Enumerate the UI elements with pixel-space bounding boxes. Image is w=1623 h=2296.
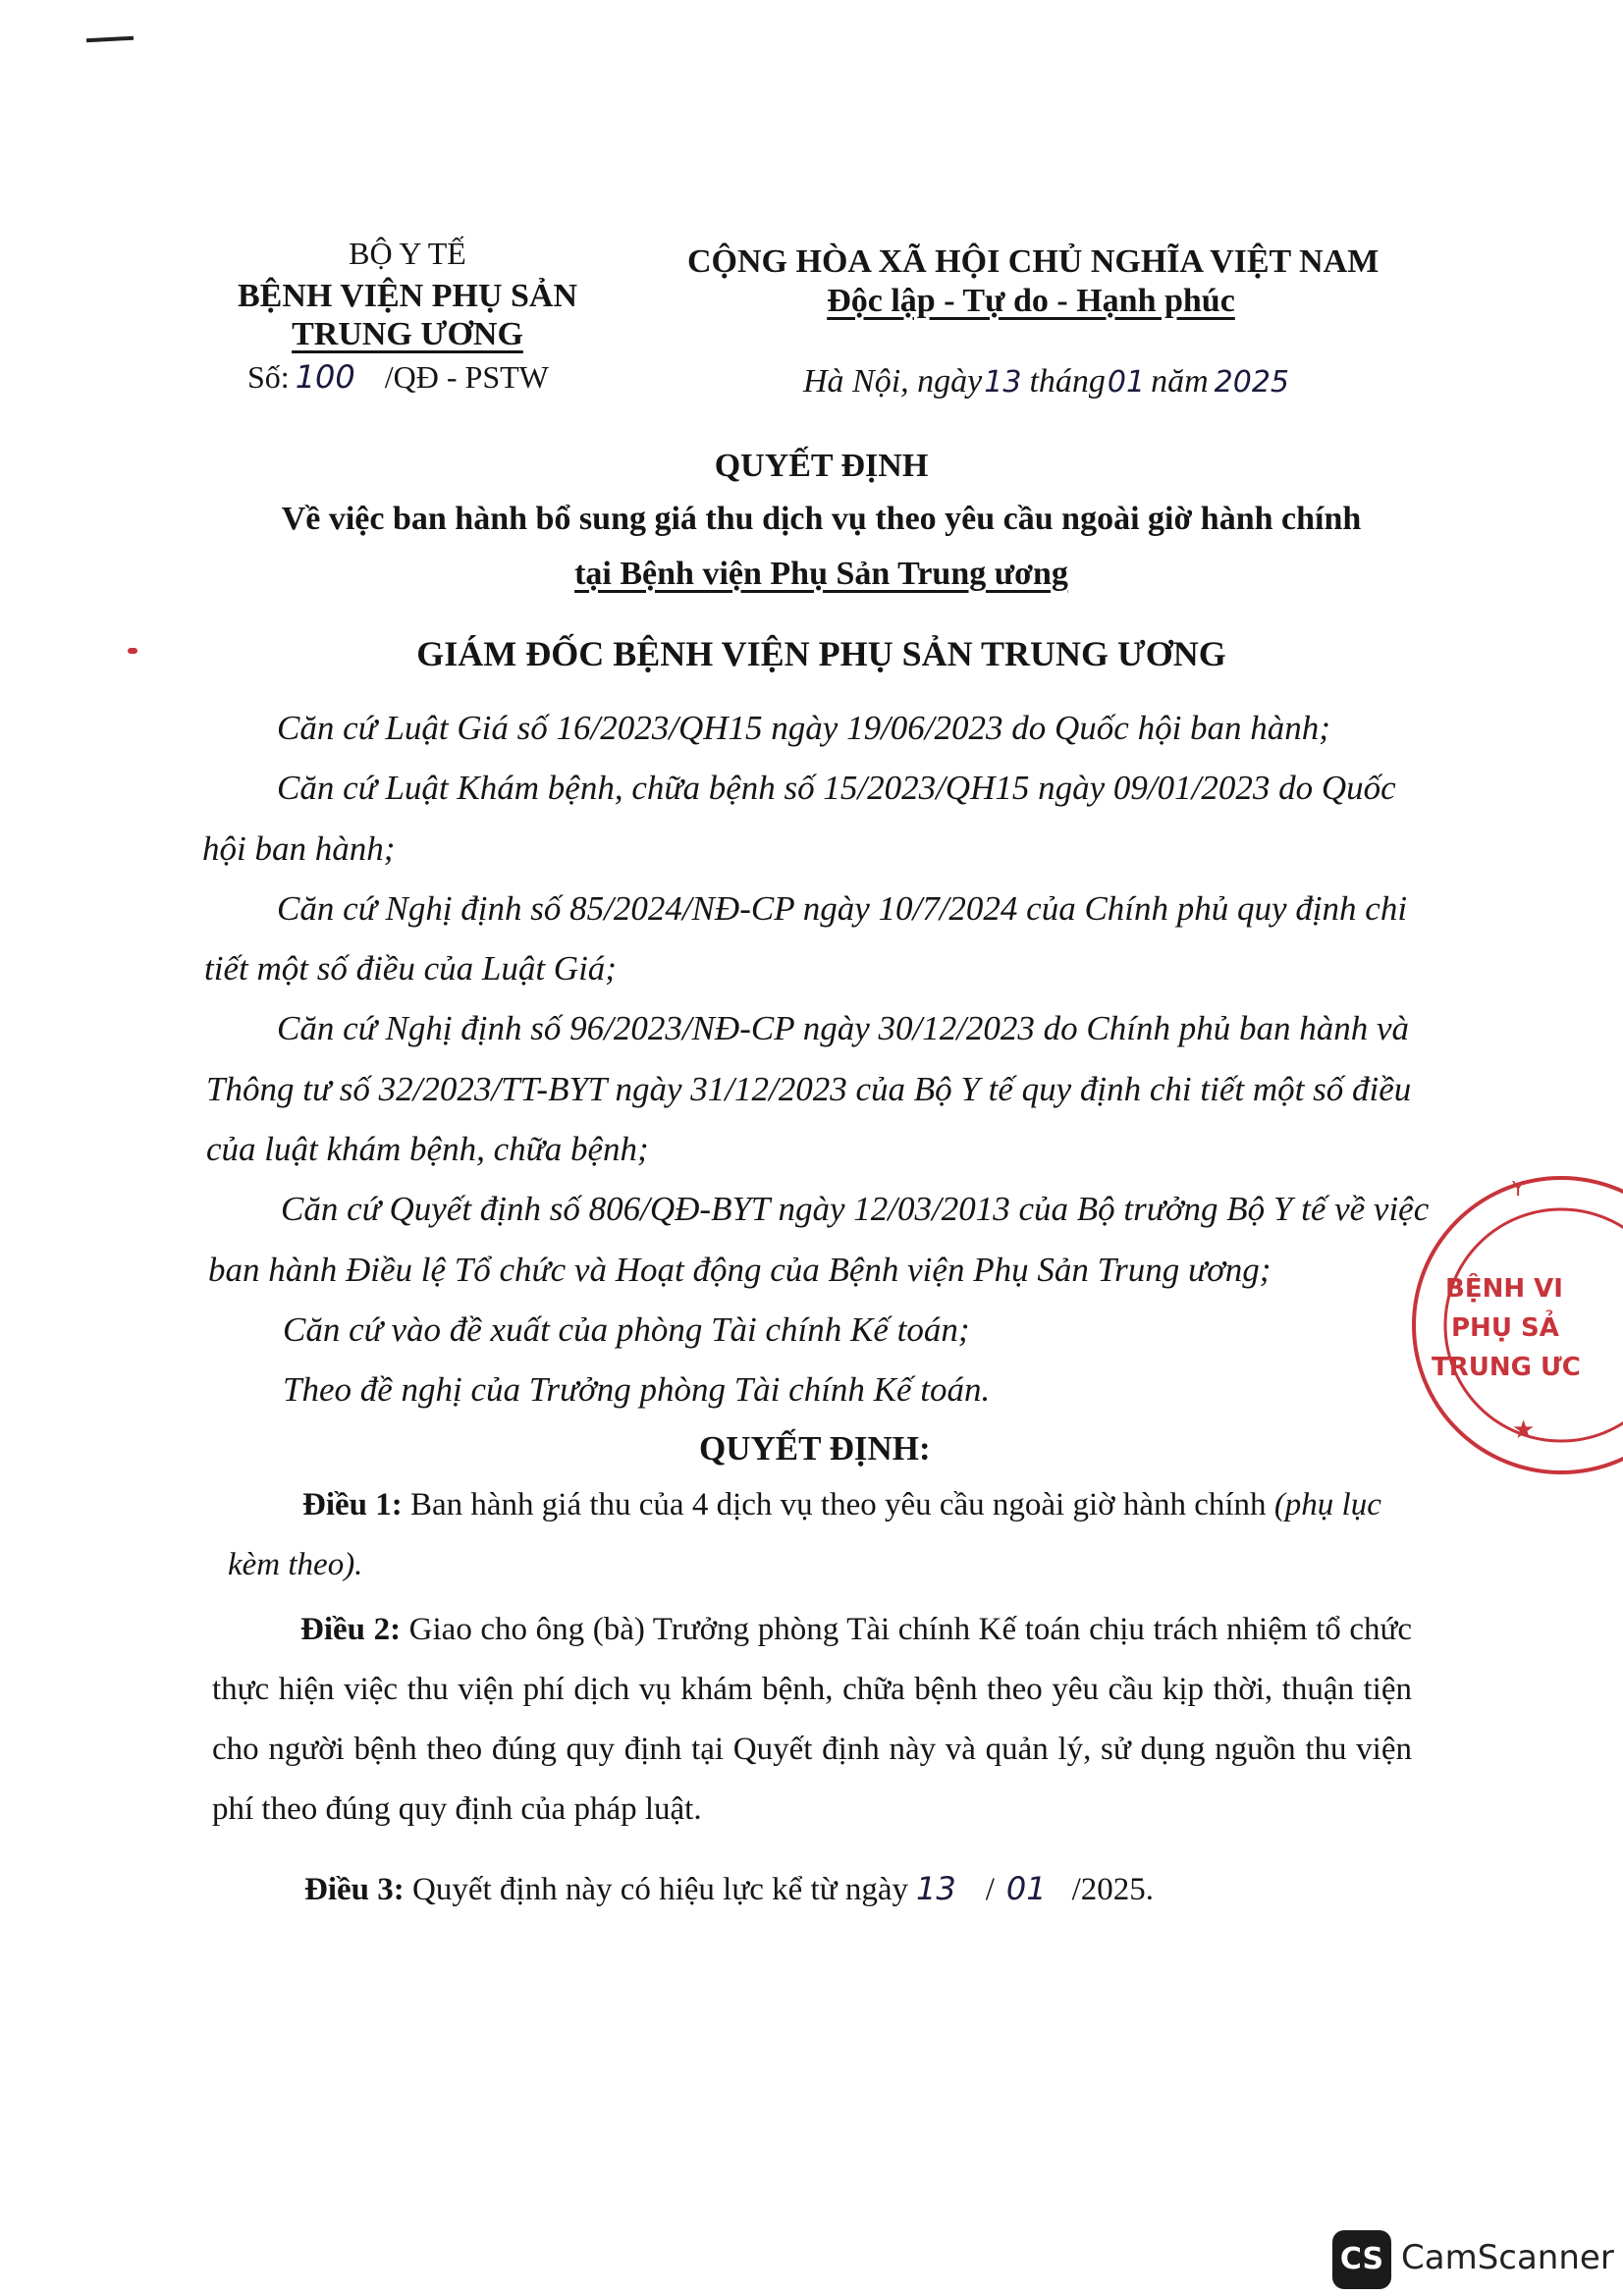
article-3-day: 13: [915, 1870, 956, 1907]
date-day: 13: [984, 365, 1022, 400]
article-2-text: Giao cho ông (bà) Trưởng phòng Tài chính Kế toán chịu trách nhiệm tổ chức thực hiện việc thu viện phí dịch vụ khám bệnh, chữa bệnh theo yêu cầu kịp thời, thuận tiện cho người bệnh theo đúng quy định tại Quyết định này và quản lý, sử dụng nguồn thu viện phí theo đúng quy định của pháp luật.: [212, 1612, 1413, 1827]
article-3-month: 01: [1005, 1870, 1047, 1907]
number-suffix: /QĐ - PSTW: [384, 359, 549, 395]
basis-line: Căn cứ Luật Giá số 16/2023/QH15 ngày 19/06/2023 do Quốc hội ban hành;: [277, 709, 1330, 747]
number-prefix: Số:: [247, 359, 290, 395]
basis-line: ban hành Điều lệ Tổ chức và Hoạt động của Bệnh viện Phụ Sản Trung ương;: [208, 1251, 1271, 1289]
article-1: [302, 1487, 1381, 1523]
article-2-label: Điều 2:: [300, 1612, 402, 1647]
basis-line: Căn cứ Quyết định số 806/QĐ-BYT ngày 12/03/2013 của Bộ trưởng Bộ Y tế về việc: [281, 1190, 1430, 1228]
document-title: QUYẾT ĐỊNH: [714, 448, 929, 484]
hospital-name-line1: BỆNH VIỆN PHỤ SẢN: [237, 278, 578, 314]
article-3-text: Quyết định này có hiệu lực kể từ ngày: [412, 1872, 908, 1907]
svg-text:Y: Y: [1512, 1177, 1525, 1201]
issuing-authority: GIÁM ĐỐC BỆNH VIỆN PHỤ SẢN TRUNG ƯƠNG: [416, 634, 1226, 673]
basis-line: Căn cứ Luật Khám bệnh, chữa bệnh số 15/2023/QH15 ngày 09/01/2023 do Quốc: [277, 769, 1396, 807]
decision-heading: QUYẾT ĐỊNH:: [699, 1429, 931, 1468]
article-1-note-start: (phụ lục: [1273, 1487, 1381, 1522]
country-name: CỘNG HÒA XÃ HỘI CHỦ NGHĨA VIỆT NAM: [687, 243, 1380, 280]
basis-line: hội ban hành;: [202, 829, 396, 868]
official-seal: [1375, 1168, 1623, 1482]
article-3-year: /2025.: [1071, 1872, 1155, 1907]
article-2: [212, 1600, 1412, 1840]
subject-line1: Về việc ban hành bổ sung giá thu dịch vụ theo yêu cầu ngoài giờ hành chính: [281, 501, 1362, 537]
article-3: [304, 1870, 1154, 1908]
seal-text-line1: BỆNH VI: [1445, 1274, 1563, 1304]
date-year-label: năm: [1151, 363, 1209, 400]
date-month: 01: [1107, 365, 1146, 400]
date-line: [803, 363, 1289, 400]
camscanner-text: CamScanner: [1401, 2238, 1614, 2277]
date-year: 2025: [1214, 365, 1290, 400]
ministry-name: BỘ Y TẾ: [349, 236, 466, 271]
article-3-label: Điều 3:: [304, 1872, 405, 1907]
national-motto: Độc lập - Tự do - Hạnh phúc: [827, 283, 1235, 319]
svg-text:★: ★: [1512, 1415, 1536, 1445]
basis-line: Căn cứ vào đề xuất của phòng Tài chính Kế toán;: [283, 1310, 970, 1349]
article-1-label: Điều 1:: [302, 1487, 403, 1522]
scan-mark: [86, 36, 134, 43]
basis-line: Theo đề nghị của Trưởng phòng Tài chính Kế toán.: [283, 1370, 991, 1409]
subject-line2: tại Bệnh viện Phụ Sản Trung ương: [574, 556, 1068, 592]
document-number: [247, 358, 549, 396]
basis-line: Căn cứ Nghị định số 96/2023/NĐ-CP ngày 30/12/2023 do Chính phủ ban hành và: [277, 1009, 1410, 1047]
article-3-separator: /: [985, 1872, 995, 1907]
number-handwritten: 100: [295, 358, 355, 396]
camscanner-logo-icon: CS: [1332, 2230, 1391, 2289]
seal-text-line2: PHỤ SẢ: [1451, 1313, 1559, 1343]
basis-line: Căn cứ Nghị định số 85/2024/NĐ-CP ngày 10/7/2024 của Chính phủ quy định chi: [277, 889, 1408, 928]
article-1-text: Ban hành giá thu của 4 dịch vụ theo yêu cầu ngoài giờ hành chính: [410, 1487, 1267, 1522]
basis-line: tiết một số điều của Luật Giá;: [204, 949, 617, 988]
date-place: Hà Nội, ngày: [803, 363, 983, 400]
basis-line: Thông tư số 32/2023/TT-BYT ngày 31/12/2023 của Bộ Y tế quy định chi tiết một số điều: [206, 1070, 1412, 1108]
margin-mark: [128, 648, 137, 654]
basis-line: của luật khám bệnh, chữa bệnh;: [206, 1130, 649, 1168]
article-1-note-end: kèm theo).: [228, 1547, 363, 1582]
date-month-label: tháng: [1029, 363, 1106, 400]
seal-text-line3: TRUNG ƯC: [1432, 1353, 1581, 1382]
hospital-name-line2: TRUNG ƯƠNG: [292, 316, 523, 352]
